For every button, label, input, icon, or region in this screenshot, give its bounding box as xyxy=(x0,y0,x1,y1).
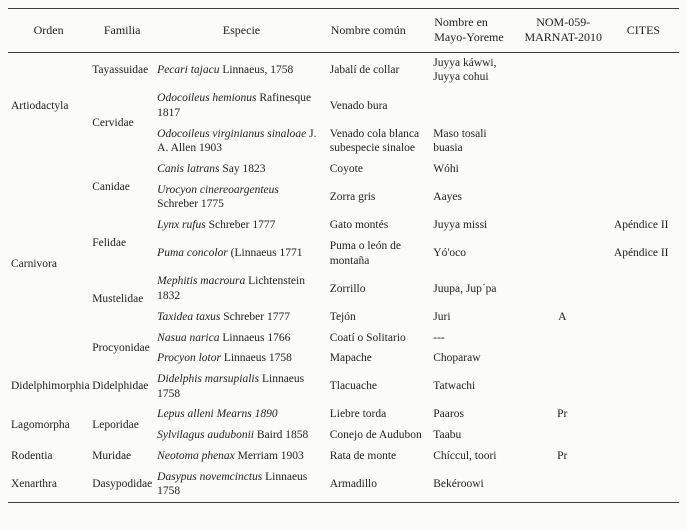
col-header-mayo-line2: Mayo-Yoreme xyxy=(434,30,504,45)
orden-cell: Artiodactyla xyxy=(11,99,69,112)
common-name-cell: Coyote xyxy=(329,163,363,176)
cites-cell xyxy=(608,159,679,180)
species-cell xyxy=(155,328,328,349)
cites-cell xyxy=(608,369,679,404)
orden-cell: Lagomorpha xyxy=(11,418,70,431)
species-author: Lichtenstein 1832 xyxy=(157,275,305,303)
col-header-mayo-line1: Nombre en xyxy=(434,15,488,29)
nom-status-cell xyxy=(519,159,608,180)
cites-cell xyxy=(608,124,679,159)
nom-status-cell: Pr xyxy=(557,449,568,462)
species-scientific-name: Puma concolor xyxy=(157,247,228,260)
common-name-cell: Venado cola blanca subespecie sinaloe xyxy=(329,127,420,155)
mayo-name-cell: Juri xyxy=(433,310,451,323)
species-author: (Linnaeus 1771 xyxy=(230,247,303,260)
species-cell xyxy=(155,467,328,503)
species-scientific-name: Dasypus novemcinctus xyxy=(157,470,263,483)
species-cell xyxy=(155,404,328,425)
familia-cell: Dasypodidae xyxy=(92,477,153,490)
species-cell xyxy=(155,124,328,159)
table-row xyxy=(8,467,679,503)
mayo-name-cell: Juyya káwwi, Juyya cohui xyxy=(433,56,497,84)
col-header-cites: CITES xyxy=(608,9,679,53)
species-author: Rafinesque 1817 xyxy=(157,92,312,119)
cites-cell xyxy=(608,404,679,425)
cites-cell xyxy=(608,88,679,123)
table-row xyxy=(8,159,679,180)
col-header-nom059 xyxy=(519,9,608,53)
cites-cell xyxy=(608,328,679,349)
mayo-name-cell: Maso tosali buasia xyxy=(433,127,487,155)
familia-cell: Canidae xyxy=(92,180,130,193)
species-author: Schreber 1775 xyxy=(157,198,224,211)
mayo-name-cell: Juyya missi xyxy=(433,219,488,232)
nom-status-cell xyxy=(519,88,608,123)
species-scientific-name: Lynx rufus xyxy=(157,219,206,232)
common-name-cell: Liebre torda xyxy=(329,408,387,421)
orden-cell: Rodentia xyxy=(11,449,53,462)
cites-cell xyxy=(608,425,679,446)
familia-cell: Tayassuidae xyxy=(92,64,149,77)
cites-cell: Apéndice II xyxy=(613,219,669,232)
species-scientific-name: Mephitis macroura xyxy=(157,275,246,288)
common-name-cell: Venado bura xyxy=(329,99,388,112)
common-name-cell: Coatí o Solitario xyxy=(329,331,406,344)
col-header-nom-line1: NOM-059- xyxy=(536,15,591,29)
species-cell xyxy=(155,159,328,180)
species-table xyxy=(8,8,679,503)
common-name-cell: Armadillo xyxy=(329,477,378,490)
nom-status-cell xyxy=(519,328,608,349)
mayo-name-cell: Juupa, Jup´pa xyxy=(433,282,497,295)
cites-cell xyxy=(608,467,679,503)
species-scientific-name: Taxidea taxus xyxy=(157,310,221,323)
common-name-cell: Jabalí de collar xyxy=(329,64,400,77)
mayo-name-cell: Bekéroowi xyxy=(433,477,484,490)
nom-status-cell: Pr xyxy=(557,408,568,421)
table-row xyxy=(8,369,679,404)
cites-cell xyxy=(608,307,679,328)
species-author: Linnaeus, 1758 xyxy=(222,64,294,77)
col-header-orden: Orden xyxy=(8,9,89,53)
nom-status-cell xyxy=(519,348,608,369)
species-author: Merriam 1903 xyxy=(237,449,304,462)
mayo-name-cell: Choparaw xyxy=(433,352,481,365)
species-scientific-name: Odocoileus hemionus xyxy=(157,92,257,105)
common-name-cell: Tlacuache xyxy=(329,380,377,393)
mayo-name-cell: Wóhi xyxy=(433,163,459,176)
species-scientific-name: Sylvilagus audubonii xyxy=(157,429,254,442)
nom-status-cell xyxy=(519,180,608,215)
species-cell xyxy=(155,215,328,236)
species-author: Linnaeus 1758 xyxy=(223,352,292,365)
species-author: Baird 1858 xyxy=(256,429,309,442)
orden-cell: Didelphimorphia xyxy=(11,380,90,393)
nom-status-cell xyxy=(519,52,608,88)
species-cell xyxy=(155,307,328,328)
common-name-cell: Conejo de Audubon xyxy=(329,429,422,442)
mayo-name-cell: Paaros xyxy=(433,408,464,421)
species-scientific-name: Didelphis marsupialis xyxy=(157,372,260,385)
cites-cell xyxy=(608,180,679,215)
col-header-especie: Especie xyxy=(155,9,328,53)
common-name-cell: Gato montés xyxy=(329,219,389,232)
familia-cell: Procyonidae xyxy=(92,341,150,354)
species-cell xyxy=(155,236,328,271)
species-cell xyxy=(155,88,328,123)
mayo-name-cell: Taabu xyxy=(433,429,462,442)
table-row xyxy=(8,52,679,88)
familia-cell: Cervidae xyxy=(92,117,134,130)
species-cell xyxy=(155,52,328,88)
species-author: J. A. Allen 1903 xyxy=(157,127,317,155)
species-cell xyxy=(155,180,328,215)
common-name-cell: Mapache xyxy=(329,352,372,365)
species-author: Schreber 1777 xyxy=(208,219,276,232)
table-row xyxy=(8,88,679,123)
mayo-name-cell: Aayes xyxy=(433,191,463,204)
table-row xyxy=(8,271,679,306)
mayo-name-cell: Tatwachi xyxy=(433,380,476,393)
nom-status-cell xyxy=(519,369,608,404)
common-name-cell: Tejón xyxy=(329,310,356,323)
cites-cell xyxy=(608,348,679,369)
nom-status-cell xyxy=(519,425,608,446)
cites-cell xyxy=(608,52,679,88)
species-author: Linnaeus 1766 xyxy=(222,331,291,344)
col-header-nombre-comun: Nombre común xyxy=(328,9,432,53)
table-row xyxy=(8,328,679,349)
cites-cell xyxy=(608,446,679,467)
species-cell xyxy=(155,446,328,467)
col-header-nom-line2: MARNAT-2010 xyxy=(524,30,603,45)
nom-status-cell xyxy=(519,215,608,236)
nom-status-cell: A xyxy=(558,310,567,323)
familia-cell: Leporidae xyxy=(92,418,139,431)
species-author: Linnaeus 1758 xyxy=(157,372,305,400)
species-cell xyxy=(155,369,328,404)
familia-cell: Felidae xyxy=(92,236,127,249)
species-cell xyxy=(155,425,328,446)
species-cell xyxy=(155,271,328,306)
species-scientific-name: Lepus alleni Mearns 1890 xyxy=(157,408,278,421)
nom-status-cell xyxy=(519,467,608,503)
species-scientific-name: Odocoileus virginianus sinaloae xyxy=(157,127,307,140)
cites-cell xyxy=(608,271,679,306)
col-header-mayo-yoreme xyxy=(431,9,518,53)
table-row xyxy=(8,404,679,425)
nom-status-cell xyxy=(519,236,608,271)
mayo-name-cell: Chíccul, toori xyxy=(433,449,497,462)
cites-cell: Apéndice II xyxy=(613,247,669,260)
common-name-cell: Zorrillo xyxy=(329,282,366,295)
mayo-name-cell: --- xyxy=(433,331,445,344)
nom-status-cell xyxy=(519,124,608,159)
col-header-familia: Familia xyxy=(89,9,155,53)
species-scientific-name: Pecari tajacu xyxy=(157,64,220,77)
table-row xyxy=(8,215,679,236)
common-name-cell: Zorra gris xyxy=(329,191,376,204)
familia-cell: Mustelidae xyxy=(92,293,144,306)
orden-cell: Xenarthra xyxy=(11,477,57,490)
species-scientific-name: Neotoma phenax xyxy=(157,449,235,462)
species-scientific-name: Nasua narica xyxy=(157,331,220,344)
species-author: Say 1823 xyxy=(222,163,266,176)
familia-cell: Muridae xyxy=(92,449,132,462)
species-author: Linnaeus 1758 xyxy=(157,470,308,498)
species-scientific-name: Urocyon cinereoargenteus xyxy=(157,183,279,196)
orden-cell: Carnivora xyxy=(11,257,57,270)
header-row xyxy=(8,9,679,53)
species-scientific-name: Procyon lotor xyxy=(157,352,221,365)
table-row xyxy=(8,446,679,467)
species-cell xyxy=(155,348,328,369)
common-name-cell: Rata de monte xyxy=(329,449,397,462)
nom-status-cell xyxy=(519,271,608,306)
common-name-cell: Puma o león de montaña xyxy=(329,239,401,267)
mayo-name-cell: Yó'oco xyxy=(433,247,466,260)
species-author: Schreber 1777 xyxy=(223,310,290,323)
mayo-name-cell xyxy=(431,88,518,123)
familia-cell: Didelphidae xyxy=(92,380,149,393)
species-scientific-name: Canis latrans xyxy=(157,163,220,176)
